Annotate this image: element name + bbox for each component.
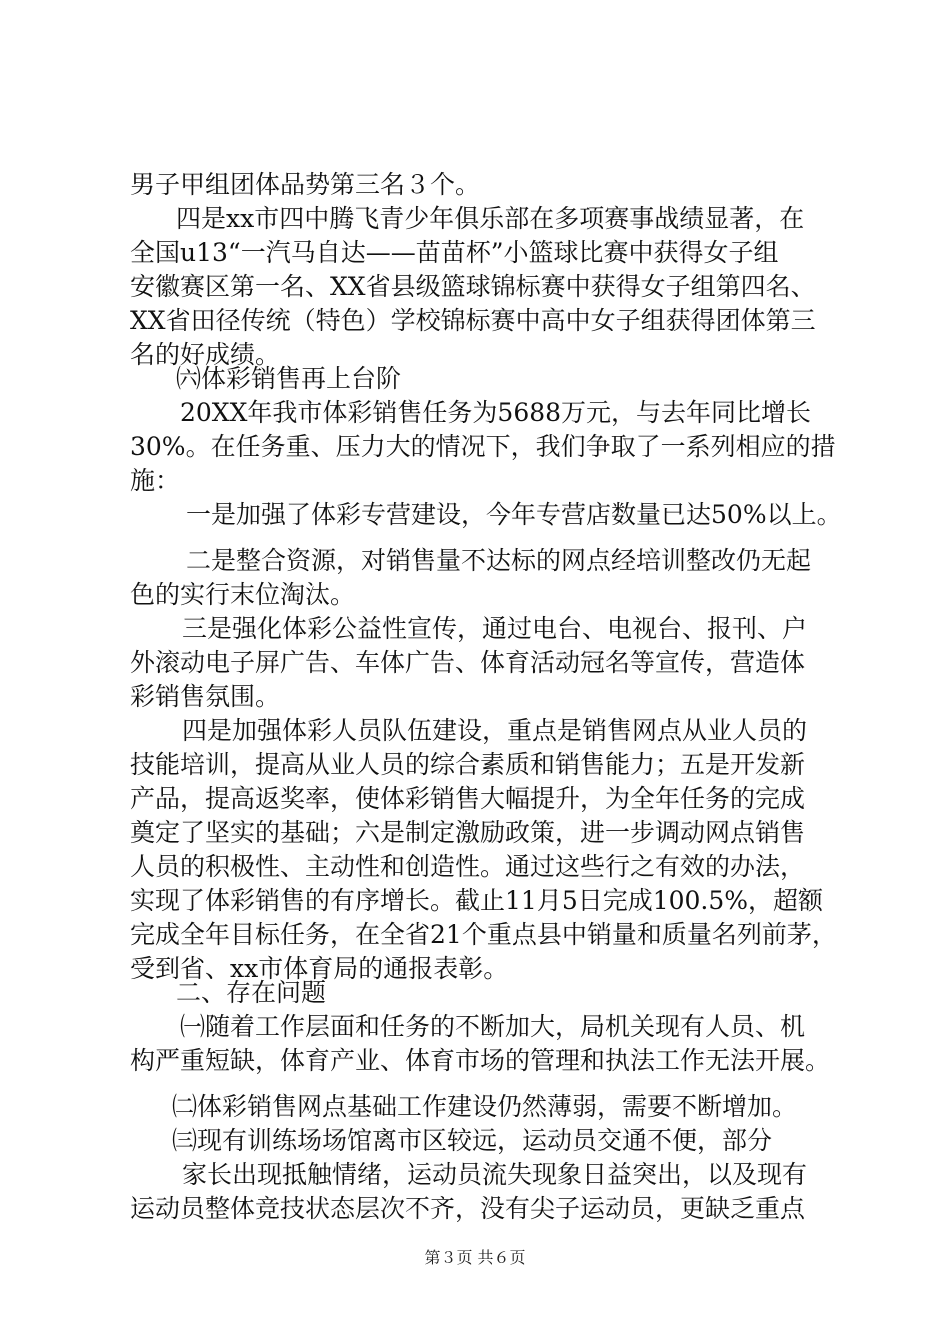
section-heading: ㈥体彩销售再上台阶	[176, 364, 402, 393]
text-line: 20XX年我市体彩销售任务为5688万元，与去年同比增长	[180, 398, 812, 427]
text-line: 四是xx市四中腾飞青少年俱乐部在多项赛事战绩显著，在	[176, 204, 805, 233]
text-line: 运动员整体竞技状态层次不齐，没有尖子运动员，更缺乏重点	[130, 1194, 806, 1223]
text-line: ㈡体彩销售网点基础工作建设仍然薄弱，需要不断增加。	[172, 1092, 798, 1121]
text-line: 受到省、xx市体育局的通报表彰。	[130, 954, 509, 983]
text-line: 外滚动电子屏广告、车体广告、体育活动冠名等宣传，营造体	[130, 648, 806, 677]
text-line: 男子甲组团体品势第三名３个。	[130, 170, 481, 199]
text-line: 全国u13“一汽马自达——苗苗杯”小篮球比赛中获得女子组	[130, 238, 779, 267]
text-line: 产品，提高返奖率，使体彩销售大幅提升，为全年任务的完成	[130, 784, 806, 813]
text-line: 构严重短缺，体育产业、体育市场的管理和执法工作无法开展。	[130, 1046, 831, 1075]
text-line: 实现了体彩销售的有序增长。截止11月5日完成100.5%，超额	[130, 886, 824, 915]
text-line: 四是加强体彩人员队伍建设，重点是销售网点从业人员的	[182, 716, 808, 745]
text-line: 家长出现抵触情绪，运动员流失现象日益突出，以及现有	[182, 1160, 808, 1189]
text-line: 完成全年目标任务，在全省21个重点县中销量和质量名列前茅，	[130, 920, 837, 949]
text-line: 技能培训，提高从业人员的综合素质和销售能力；五是开发新	[130, 750, 806, 779]
text-line: 奠定了坚实的基础；六是制定激励政策，进一步调动网点销售	[130, 818, 806, 847]
text-line: 名的好成绩。	[130, 340, 281, 369]
text-line: 安徽赛区第一名、XX省县级篮球锦标赛中获得女子组第四名、	[130, 272, 816, 301]
text-line: 30%。在任务重、压力大的情况下，我们争取了一系列相应的措	[130, 432, 836, 461]
text-line: 三是强化体彩公益性宣传，通过电台、电视台、报刊、户	[182, 614, 808, 643]
text-line: 彩销售氛围。	[130, 682, 281, 711]
text-line: ㈢现有训练场场馆离市区较远，运动员交通不便，部分	[172, 1126, 773, 1155]
section-heading: 二、存在问题	[176, 978, 327, 1007]
text-line: 施：	[130, 466, 181, 495]
text-line: 色的实行末位淘汰。	[130, 580, 356, 609]
text-line: 二是整合资源，对销售量不达标的网点经培训整改仍无起	[186, 546, 812, 575]
text-line: XX省田径传统（特色）学校锦标赛中高中女子组获得团体第三	[130, 306, 816, 335]
text-line: 一是加强了体彩专营建设，今年专营店数量已达50%以上。	[186, 500, 842, 529]
text-line: ㈠随着工作层面和任务的不断加大，局机关现有人员、机	[180, 1012, 806, 1041]
text-line: 人员的积极性、主动性和创造性。通过这些行之有效的办法，	[130, 852, 806, 881]
page-number: 第３页 共６页	[424, 1248, 526, 1267]
